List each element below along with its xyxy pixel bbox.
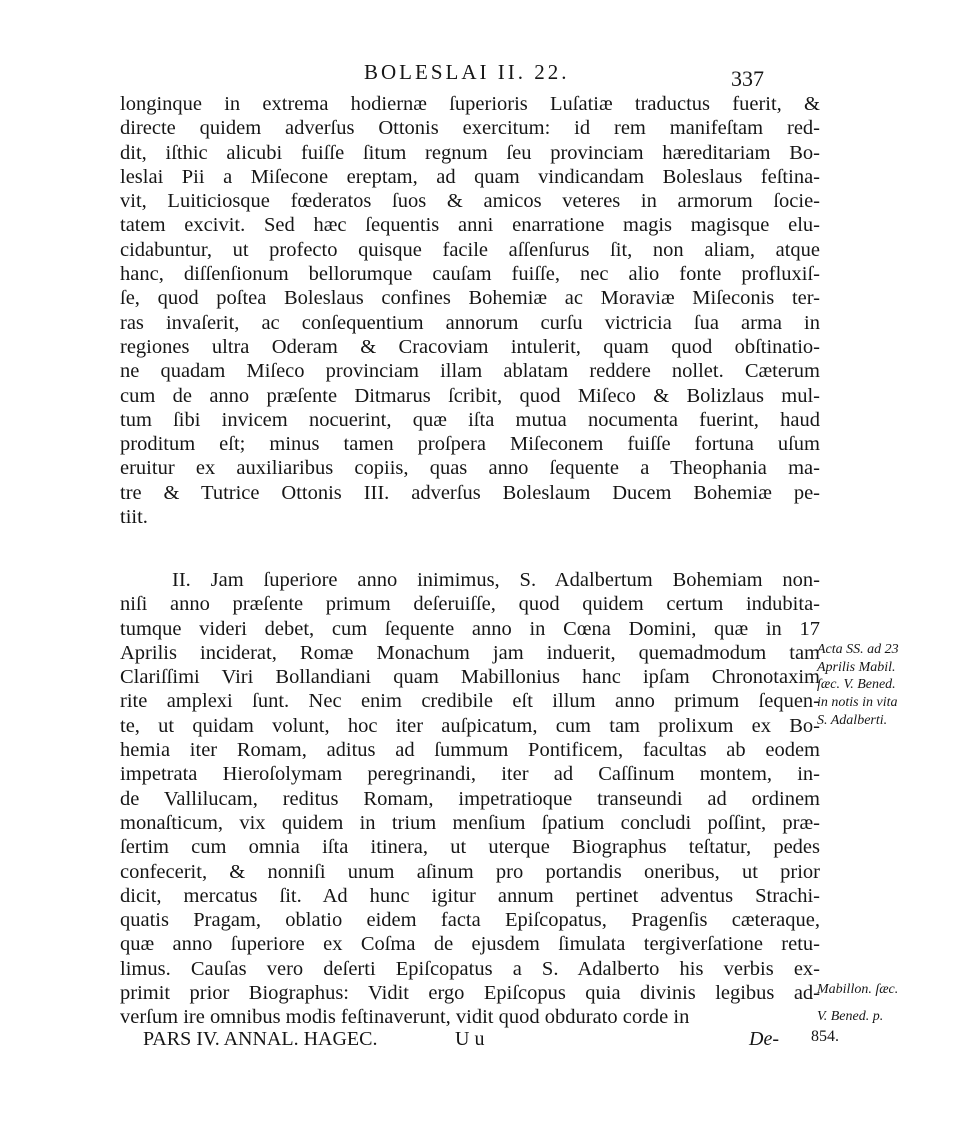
text-line: vit, Luiticiosque fœderatos ſuos & amicos veteres in armorum ſocie- [120,190,820,213]
footer-catchword: De- [749,1028,779,1050]
page-footer [143,1028,863,1058]
text-line: rite amplexi ſunt. Nec enim credibile eſt illum anno primum ſequen- [120,690,820,713]
margin-note-line: ſæc. V. Bened. [817,677,896,693]
margin-note-line: Acta SS. ad 23 [817,642,899,657]
text-line: longinque in extrema hodiernæ ſuperioris Luſatiæ traductus fuerit, & [120,93,820,115]
text-line: cidabuntur, ut profecto quisque facile aſſenſurus ſit, non aliam, atque [120,238,820,261]
text-line: verſum ire omnibus modis feſtinaverunt, vidit quod obdurato corde in [120,1006,690,1029]
text-line: quæ anno ſuperiore ex Coſma de ejusdem ſimulata tergiverſatione retu- [120,933,820,956]
running-title: BOLESLAI II. 22. [364,60,570,84]
text-line: tum ſibi invicem nocuerint, quæ iſta mutua nocumenta fuerint, haud [120,408,820,431]
text-line: tatem excivit. Sed hæc ſequentis anni enarratione magis magisque elu- [120,214,820,237]
text-line: directe quidem adverſus Ottonis exercitum: id rem manifeſtam red- [120,117,820,140]
margin-note-mabillon [817,976,957,1030]
text-line: ras invaſerit, ac conſequentium annorum curſu victricia ſua arma in [120,311,820,334]
text-line: te, ut quidam volunt, hoc iter auſpicatum, cum tam prolixum ex Bo- [120,714,820,737]
text-line: hanc, diſſenſionum bellorumque cauſam fuiſſe, nec alio fonte profluxiſ- [120,263,820,286]
text-line: II. Jam ſuperiore anno inimimus, S. Adalbertum Bohemiam non- [172,569,820,591]
margin-note-line: Mabillon. ſæc. [817,982,899,997]
text-line: primit prior Biographus: Vidit ergo Epiſcopus quia divinis legibus ad- [120,982,820,1005]
text-line: de Vallilucam, reditus Romam, impetratioque transeundi ad ordinem [120,787,820,810]
margin-note-line: V. Bened. p. [817,1009,884,1024]
text-line: hemia iter Romam, aditus ad ſummum Pontificem, facultas ab eodem [120,739,820,762]
text-line: tiit. [120,506,148,529]
text-line: regiones ultra Oderam & Cracoviam intulerit, quam quod obſtinatio- [120,335,820,358]
text-line: leslai Pii a Miſecone ereptam, ad quam vindicandam Boleslaus feſtina- [120,165,820,188]
text-line: tumque videri debet, cum ſequente anno in Cœna Domini, quæ in 17 [120,617,820,640]
text-line: tre & Tutrice Ottonis III. adverſus Boleslaum Ducem Bohemiæ pe- [120,481,820,504]
text-line: limus. Cauſas vero deſerti Epiſcopatus a S. Adalberto his verbis ex- [120,957,820,980]
text-line: dicit, mercatus ſit. Ad hunc igitur annum pertinet adventus Strachi- [120,884,820,907]
text-line: cum de anno præſente Ditmarus ſcribit, quod Miſeco & Bolizlaus mul- [120,384,820,407]
margin-note-line: S. Adalberti. [817,712,888,728]
text-line: niſi anno præſente primum deſeruiſſe, quod quidem certum indubita- [120,593,820,616]
footer-part-title: PARS IV. ANNAL. HAGEC. [143,1028,378,1050]
text-line: Aprilis inciderat, Romæ Monachum jam induerit, quemadmodum tam [120,641,820,664]
footer-signature: U u [455,1028,485,1050]
running-header [120,60,820,90]
margin-note-acta-sanctorum [817,641,957,729]
paragraph-2 [120,568,820,1030]
paragraph-1 [120,92,820,529]
text-line: confecerit, & nonniſi unum aſinum pro portandis oneribus, ut prior [120,860,820,883]
text-line: impetrata Hieroſolymam peregrinandi, iter ad Caſſinum montem, in- [120,763,820,786]
margin-note-line: Aprilis Mabil. [817,659,896,675]
text-line: Clariſſimi Viri Bollandiani quam Mabillonius hanc ipſam Chronotaxim [120,666,820,689]
margin-note-line: in notis in vita [817,695,898,711]
text-line: ne quadam Miſeco provinciam illam ablatam reddere nollet. Cæterum [120,360,820,383]
text-line: ſe, quod poſtea Boleslaus confines Bohemiæ ac Moraviæ Miſeconis ter- [120,287,820,310]
text-line: quatis Pragam, oblatio eidem facta Epiſcopatus, Pragenſis cæteraque, [120,909,820,932]
text-line: dit, iſthic alicubi fuiſſe ſitum regnum ſeu provinciam hæreditariam Bo- [120,141,820,164]
footer-note-number: 854. [811,1028,839,1045]
text-line: eruitur ex auxiliaribus copiis, quas anno ſequente a Theophania ma- [120,457,820,480]
text-line: ſertim cum omnia iſta itinera, ut uterque Biographus teſtatur, pedes [120,836,820,859]
page-number: 337 [731,66,764,91]
text-line: monaſticum, vix quidem in trium menſium ſpatium concludi poſſint, præ- [120,811,820,834]
text-line: proditum eſt; minus tamen proſpera Miſeconem fuiſſe fortuna uſum [120,433,820,456]
